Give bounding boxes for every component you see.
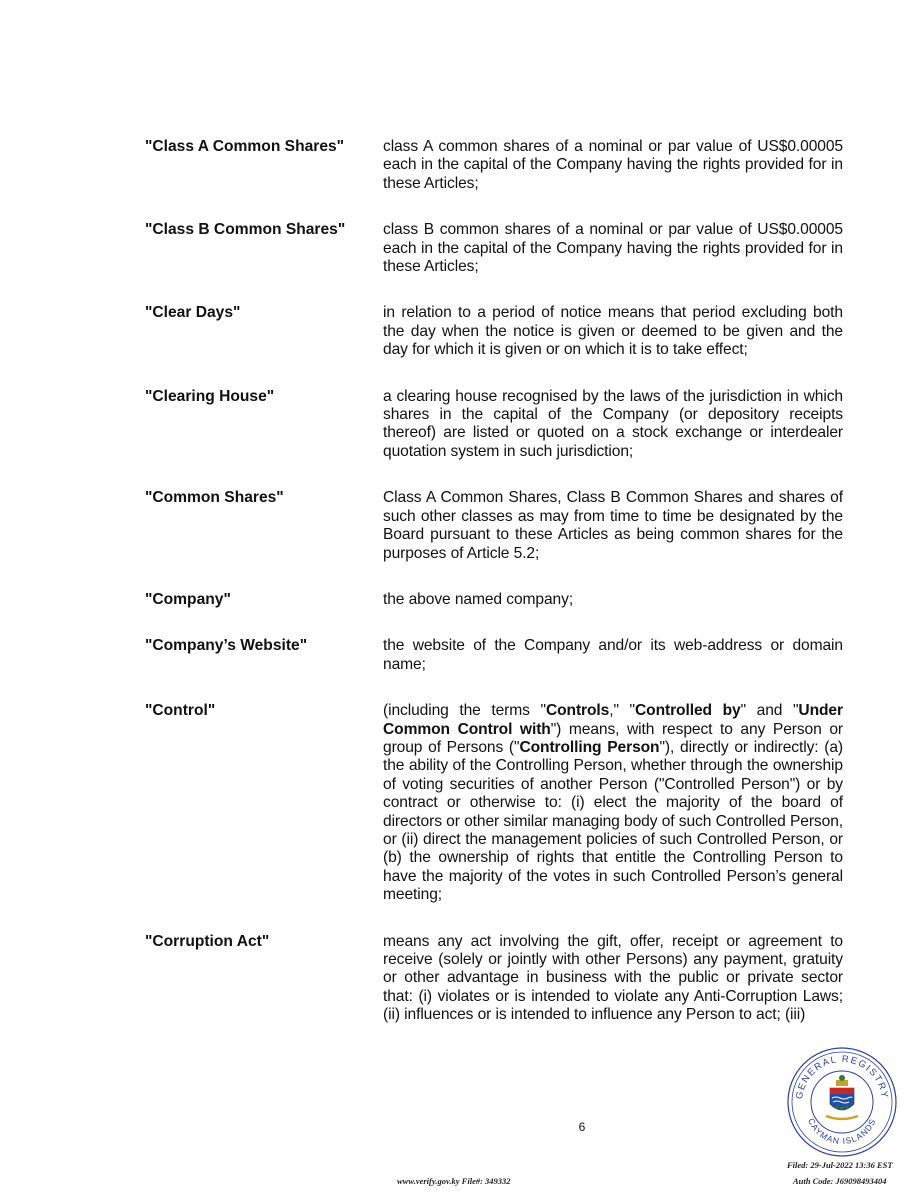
definition-term: "Control" (145, 702, 216, 720)
page-number: 6 (578, 1120, 586, 1134)
definition-row (145, 637, 845, 674)
definition-segment: "), directly or indirectly: (a) the ability of the Controlling Person, whether through the ownership of voting securities of another Person ("Controlled Person") or by contract or otherwise to: (i) elect the majority of the board of directors or other similar managing body of such Controlled Person, or (ii) direct the management policies of such Controlled Person, or (b) the ownership of rights that entitle the Controlling Person to have the majority of the votes in such Controlled Person’s general meeting; (383, 738, 843, 904)
definition-segment: (including the terms " (383, 702, 546, 720)
definition-term: "Corruption Act" (145, 932, 270, 950)
definition-text: class B common shares of a nominal or par value of US$0.00005 each in the capital of the Company having the rights provided for in these Articles; (383, 221, 843, 276)
seal-top-text: GENERAL REGISTRY (793, 1053, 890, 1100)
defined-term-under-common-control: Under Common Control with (383, 702, 843, 738)
definition-segment: ") means, with respect to any Person or group of Persons (" (383, 720, 843, 756)
filed-stamp: Filed: 29-Jul-2022 13:36 EST (787, 1160, 893, 1170)
definition-term: "Common Shares" (145, 489, 284, 507)
definition-text: class A common shares of a nominal or par value of US$0.00005 each in the capital of the Company having the rights provided for in these Articles; (383, 138, 843, 192)
definition-term: "Class A Common Shares" (145, 138, 345, 155)
definition-text: Class A Common Shares, Class B Common Shares and shares of such other classes as may from time to time be designated by the Board pursuant to these Articles as being common shares for the purposes of Article 5.2; (383, 489, 843, 562)
defined-term-controlled-by: Controlled by (634, 702, 741, 720)
definition-row (145, 702, 845, 904)
definition-text: a clearing house recognised by the laws of the jurisdiction in which shares in the capital of the Company (or depository receipts thereof) are listed or quoted on a stock exchange or interdealer quotation system in such jurisdiction; (383, 387, 843, 460)
definition-segment: ," " (609, 702, 635, 720)
general-registry-seal-icon (786, 1046, 898, 1158)
definition-term: "Class B Common Shares" (145, 221, 346, 239)
definition-term: "Clearing House" (145, 387, 275, 405)
definition-text: means any act involving the gift, offer, receipt or agreement to receive (solely or jointly with other Persons) any payment, gratuity or other advantage in business with the public or private sector that: (i) violates or is intended to violate any Anti-Corruption Laws; (ii) influences or is intended to influence any Person to act; (iii) (383, 932, 843, 1024)
seal-bottom-text: CAYMAN ISLANDS (806, 1116, 878, 1147)
definition-row (145, 304, 845, 359)
definition-segment: " and " (740, 702, 799, 720)
definition-text: in relation to a period of notice means that period excluding both the day when the notice is given or deemed to be given and the day for which it is given or on which it is to take effect; (383, 304, 843, 359)
defined-term-controls: Controls (545, 702, 610, 720)
auth-code: Auth Code: J69098493404 (793, 1176, 887, 1186)
definitions-list (145, 138, 845, 1025)
definition-row (145, 388, 845, 462)
defined-term-controlling-person: Controlling Person (519, 738, 660, 756)
definition-row (145, 221, 845, 276)
definition-text: the above named company; (383, 590, 574, 608)
definition-term: "Company" (145, 590, 231, 608)
definition-row (145, 138, 845, 193)
svg-text:CAYMAN ISLANDS (806, 1117, 878, 1146)
definition-text (383, 702, 843, 904)
verify-file-number: www.verify.gov.ky File#: 349332 (397, 1176, 511, 1186)
definition-row (145, 591, 845, 609)
definition-term: "Company’s Website" (145, 637, 308, 655)
definition-row (145, 489, 845, 563)
definition-row (145, 933, 845, 1025)
definition-text: the website of the Company and/or its web-address or domain name; (383, 637, 843, 673)
definition-term: "Clear Days" (145, 304, 241, 322)
coat-of-arms-icon (826, 1075, 858, 1119)
